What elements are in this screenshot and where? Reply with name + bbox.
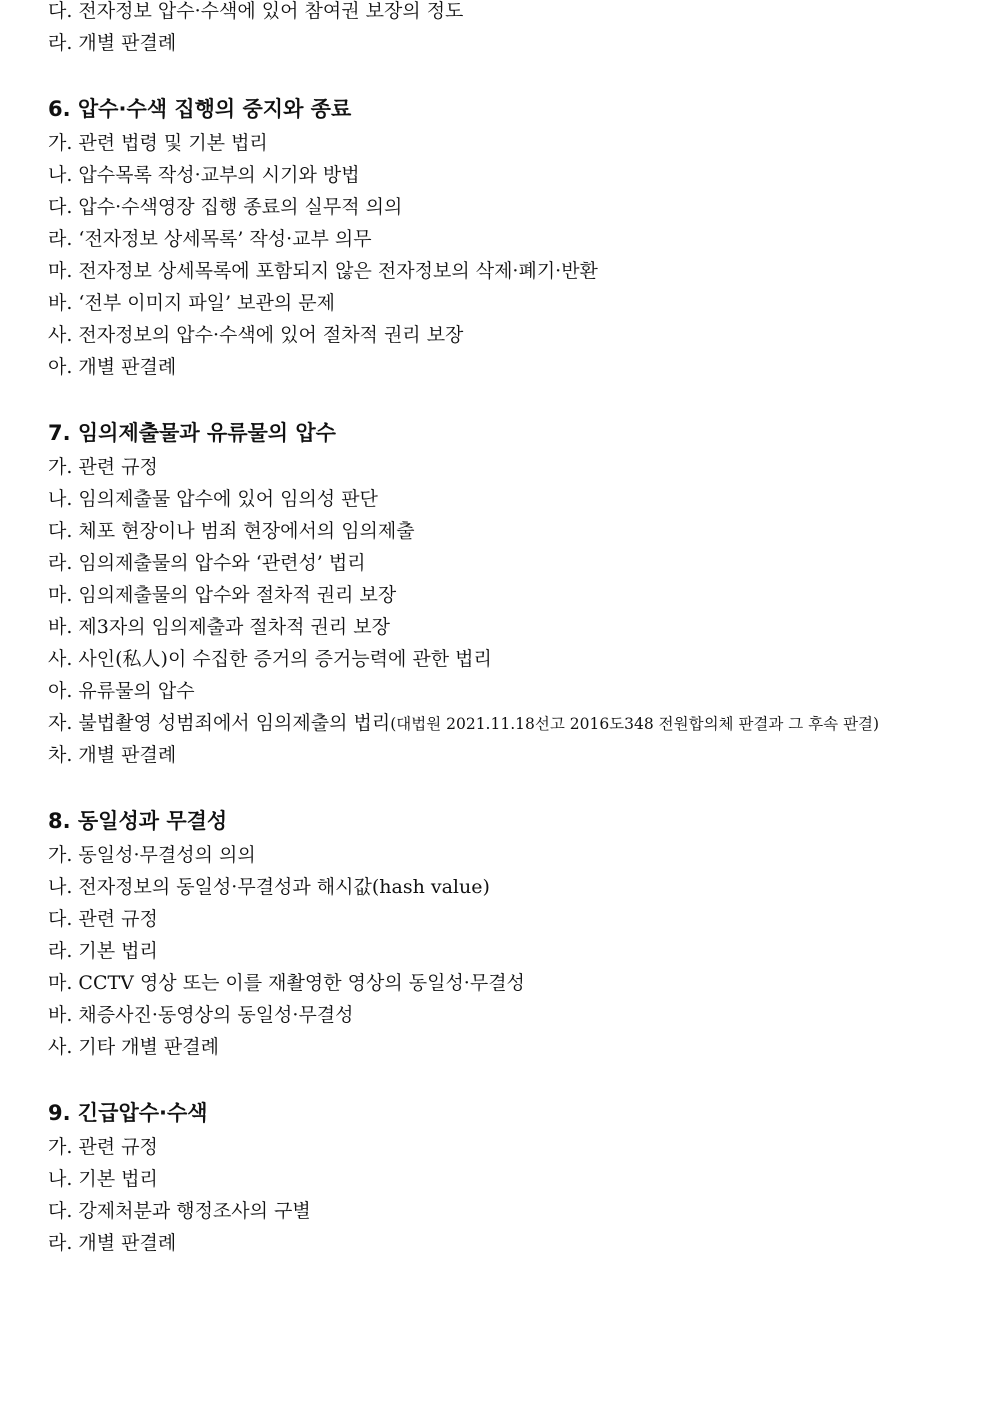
list-item: 사. 사인(私人)이 수집한 증거의 증거능력에 관한 법리 [48, 648, 492, 670]
list-item-note: (대법원 2021.11.18선고 2016도348 전원합의체 판결과 그 후속 판결) [390, 715, 880, 733]
list-item: 마. CCTV 영상 또는 이를 재촬영한 영상의 동일성·무결성 [48, 972, 525, 994]
list-item: 나. 전자정보의 동일성·무결성과 해시값(hash value) [48, 876, 490, 898]
section-heading: 7. 임의제출물과 유류물의 압수 [48, 421, 336, 445]
list-item: 마. 임의제출물의 압수와 절차적 권리 보장 [48, 584, 397, 606]
list-item: 나. 기본 법리 [48, 1168, 158, 1190]
list-item: 다. 전자정보 압수·수색에 있어 참여권 보장의 정도 [48, 0, 464, 22]
list-item: 다. 압수·수색영장 집행 종료의 실무적 의의 [48, 196, 403, 218]
list-item: 아. 유류물의 압수 [48, 680, 195, 702]
section-heading: 8. 동일성과 무결성 [48, 809, 228, 833]
list-item: 나. 압수목록 작성·교부의 시기와 방법 [48, 164, 360, 186]
list-item: 다. 체포 현장이나 범죄 현장에서의 임의제출 [48, 520, 415, 542]
list-item: 라. 개별 판결례 [48, 1232, 177, 1254]
list-item: 바. ‘전부 이미지 파일’ 보관의 문제 [48, 292, 335, 314]
section-heading: 6. 압수·수색 집행의 중지와 종료 [48, 97, 352, 121]
list-item: 아. 개별 판결례 [48, 356, 177, 378]
list-item: 다. 강제처분과 행정조사의 구별 [48, 1200, 311, 1222]
list-item: 다. 관련 규정 [48, 908, 158, 930]
list-item: 사. 기타 개별 판결례 [48, 1036, 219, 1058]
list-item: 바. 제3자의 임의제출과 절차적 권리 보장 [48, 616, 390, 638]
list-item: 마. 전자정보 상세목록에 포함되지 않은 전자정보의 삭제·폐기·반환 [48, 260, 598, 282]
list-item [48, 707, 968, 739]
list-item: 사. 전자정보의 압수·수색에 있어 절차적 권리 보장 [48, 324, 464, 346]
list-item: 라. 기본 법리 [48, 940, 158, 962]
list-item-text: 자. 불법촬영 성범죄에서 임의제출의 법리 [48, 712, 391, 734]
list-item: 라. ‘전자정보 상세목록’ 작성·교부 의무 [48, 228, 372, 250]
list-item: 가. 관련 규정 [48, 456, 158, 478]
list-item: 가. 관련 규정 [48, 1136, 158, 1158]
document-page [48, 0, 968, 1259]
list-item: 바. 채증사진·동영상의 동일성·무결성 [48, 1004, 354, 1026]
list-item: 차. 개별 판결례 [48, 744, 177, 766]
list-item: 라. 임의제출물의 압수와 ‘관련성’ 법리 [48, 552, 366, 574]
list-item: 라. 개별 판결례 [48, 32, 177, 54]
list-item: 가. 관련 법령 및 기본 법리 [48, 132, 268, 154]
list-item: 가. 동일성·무결성의 의의 [48, 844, 256, 866]
list-item: 나. 임의제출물 압수에 있어 임의성 판단 [48, 488, 378, 510]
section-heading: 9. 긴급압수·수색 [48, 1101, 208, 1125]
